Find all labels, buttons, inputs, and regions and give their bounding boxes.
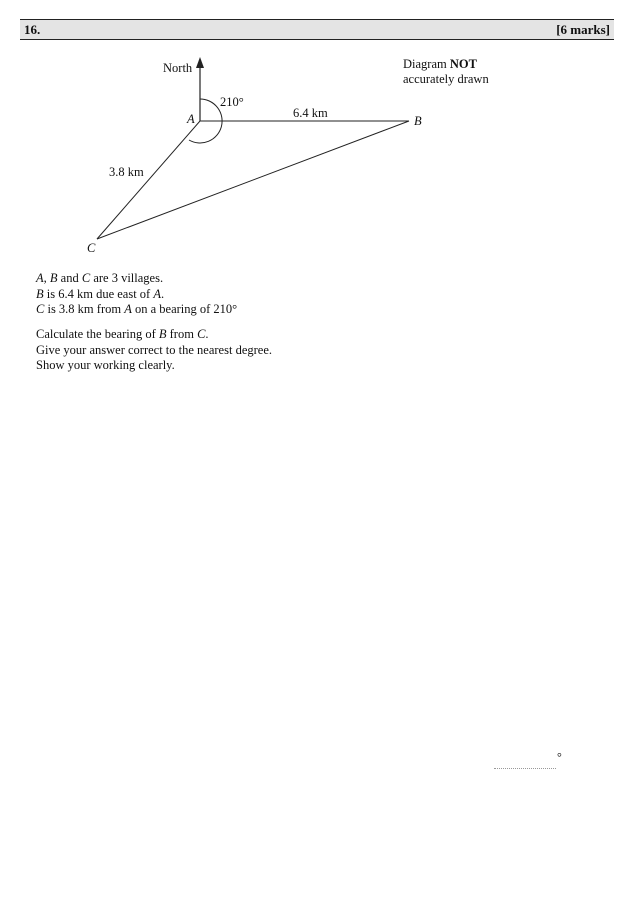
north-label: North (163, 61, 193, 75)
italic-variable: C (197, 327, 206, 341)
point-a-label: A (187, 112, 195, 126)
italic-variable: B (158, 327, 167, 341)
question-line (36, 358, 272, 374)
text-run: . (161, 286, 165, 301)
note-line2: accurately drawn (403, 72, 489, 86)
question-instructions (36, 327, 272, 374)
ac-distance-label: 3.8 km (109, 165, 144, 179)
note-prefix: Diagram (403, 57, 450, 71)
note-not: NOT (449, 57, 477, 71)
italic-variable: A (153, 286, 161, 301)
text-run: from (166, 327, 198, 341)
question-info (36, 271, 237, 318)
text-run: Calculate the bearing of (36, 327, 159, 341)
question-line (36, 287, 237, 303)
north-arrowhead (196, 57, 204, 68)
text-run: Give your answer correct to the nearest degree. (36, 342, 272, 357)
question-line (36, 327, 272, 343)
question-line (36, 343, 272, 359)
line-cb (97, 121, 409, 239)
answer-line[interactable] (494, 768, 556, 769)
text-run: is 6.4 km due east of (43, 286, 154, 301)
italic-variable: B (49, 271, 58, 285)
text-run: are 3 villages. (90, 271, 164, 285)
answer-degree-unit: ° (557, 750, 562, 764)
question-line (36, 271, 237, 287)
text-run: . (205, 327, 209, 341)
text-run: and (57, 271, 82, 285)
text-run: on a bearing of 210° (131, 302, 238, 316)
text-run: is 3.8 km from (44, 302, 125, 316)
text-run: , (43, 271, 50, 285)
point-b-label: B (414, 114, 422, 128)
point-c-label: C (87, 241, 96, 255)
text-run: Show your working clearly. (36, 358, 175, 372)
angle-label: 210° (220, 95, 244, 109)
line-ac (97, 121, 200, 239)
italic-variable: A (36, 271, 44, 285)
ab-distance-label: 6.4 km (293, 106, 328, 120)
marks-label: [6 marks] (556, 22, 610, 37)
italic-variable: B (36, 286, 44, 301)
italic-variable: C (36, 302, 45, 316)
question-number: 16. (24, 22, 41, 37)
question-line (36, 302, 237, 318)
italic-variable: A (124, 302, 132, 316)
italic-variable: C (81, 271, 91, 285)
